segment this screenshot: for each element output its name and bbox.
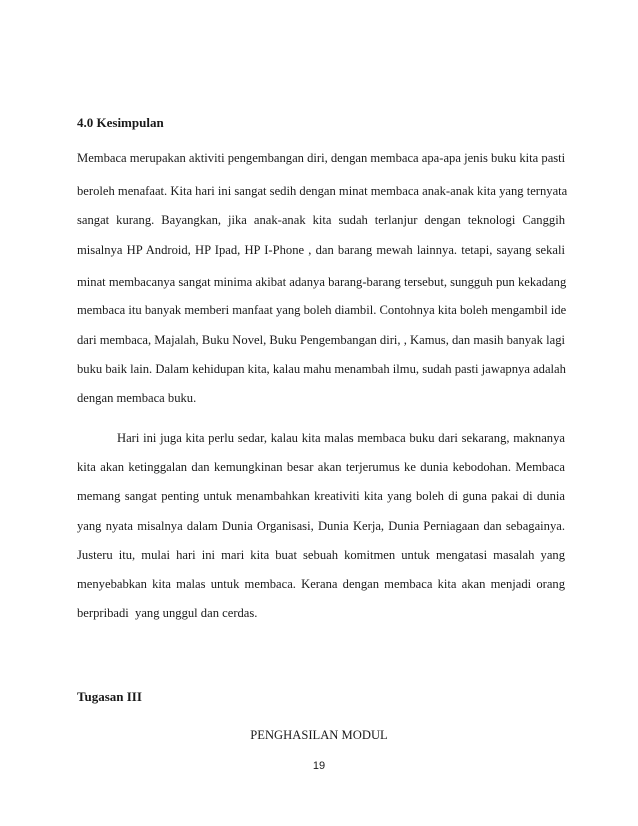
paragraph-1-line: Membaca merupakan aktiviti pengembangan diri, dengan membaca apa-apa jenis buku kita pasti (77, 151, 566, 165)
module-title: PENGHASILAN MODUL (250, 728, 388, 742)
paragraph-2-line: Hari ini juga kita perlu sedar, kalau kita malas membaca buku dari sekarang, maknanya (117, 431, 565, 445)
paragraph-1-line: sangat kurang. Bayangkan, jika anak-anak kita sudah terlanjur dengan teknologi Canggih (77, 213, 565, 227)
paragraph-2-line: yang nyata misalnya dalam Dunia Organisasi, Dunia Kerja, Dunia Perniagaan dan sebagainya. (77, 519, 565, 533)
paragraph-1-line: misalnya HP Android, HP Ipad, HP I-Phone , dan barang mewah lainnya. tetapi, sayang sekali (77, 243, 565, 257)
section-heading: 4.0 Kesimpulan (77, 115, 164, 130)
paragraph-1-line: dengan membaca buku. (77, 391, 197, 405)
paragraph-1-line: buku baik lain. Dalam kehidupan kita, kalau mahu menambah ilmu, sudah pasti jawapnya adalah (77, 362, 566, 376)
paragraph-2-line: kita akan ketinggalan dan kemungkinan besar akan terjerumus ke dunia kebodohan. Membaca (77, 460, 565, 474)
paragraph-2-line: berpribadi yang unggul dan cerdas. (77, 606, 258, 620)
paragraph-1-line: membaca itu banyak memberi manfaat yang boleh diambil. Contohnya kita boleh mengambil ide (77, 303, 567, 317)
paragraph-1-line: beroleh menafaat. Kita hari ini sangat sedih dengan minat membaca anak-anak kita yang ternyata (77, 184, 568, 198)
paragraph-1-line: dari membaca, Majalah, Buku Novel, Buku Pengembangan diri, , Kamus, dan masih banyak lagi (77, 333, 565, 347)
paragraph-2-line: menyebabkan kita malas untuk membaca. Kerana dengan membaca kita akan menjadi orang (77, 577, 565, 591)
paragraph-2-line: Justeru itu, mulai hari ini mari kita buat sebuah komitmen untuk mengatasi masalah yang (77, 548, 565, 562)
paragraph-2-line: memang sangat penting untuk menambahkan kreativiti kita yang boleh di guna pakai di dunia (77, 489, 565, 503)
paragraph-1-line: minat membacanya sangat minima akibat adanya barang-barang tersebut, sungguh pun kekadang (77, 275, 567, 289)
page-number: 19 (312, 760, 326, 772)
task-heading: Tugasan III (77, 689, 142, 704)
